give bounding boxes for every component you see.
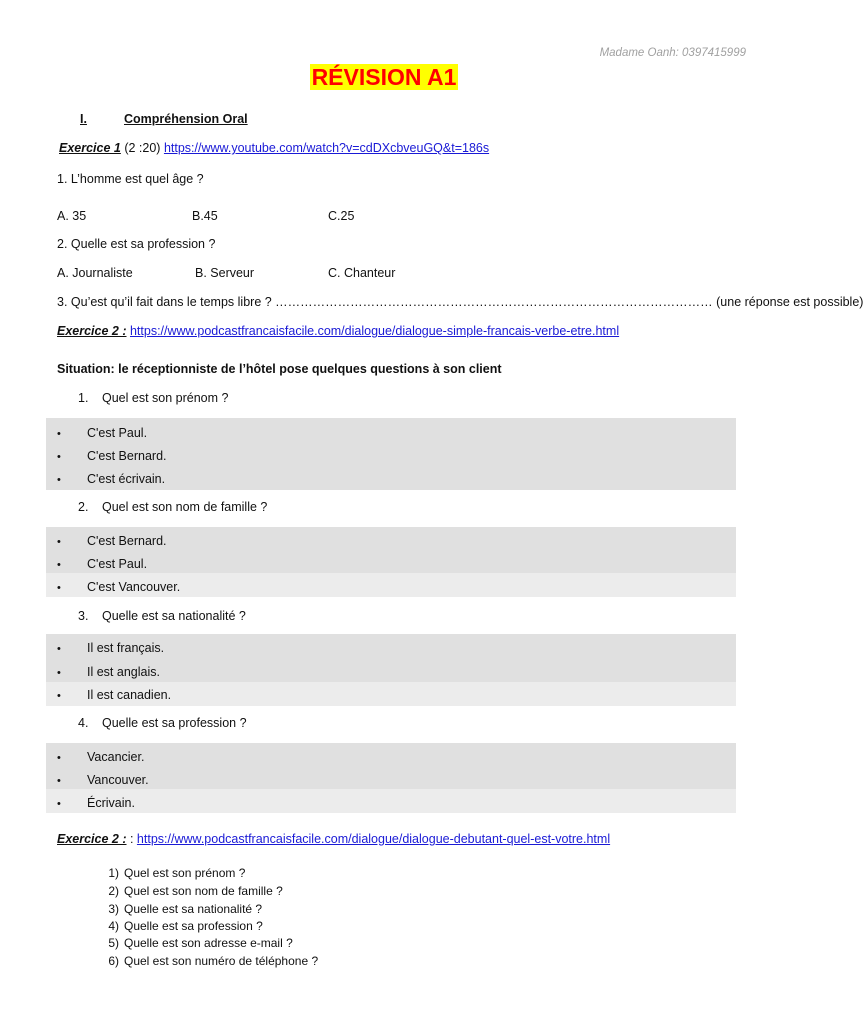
document-title	[0, 64, 768, 91]
question-free-time: 3. Qu’est qu’il fait dans le temps libre ? …………………………………………………………………………………………… (une réponse est possible)	[57, 295, 863, 309]
section-title: Compréhension Oral	[124, 112, 248, 126]
question-text: Quel est son prénom ?	[102, 391, 229, 405]
list-number: 1)	[108, 866, 119, 880]
bullet: •	[57, 690, 61, 702]
options-shade	[46, 789, 736, 813]
answer-option: Il est anglais.	[87, 665, 160, 679]
option-c: C. Chanteur	[328, 266, 396, 280]
title-text: RÉVISION A1	[311, 64, 457, 90]
option-b: B.45	[192, 209, 218, 223]
list-item: Quelle est sa nationalité ?	[124, 902, 263, 916]
question-number: 1.	[78, 391, 89, 405]
bullet: •	[57, 428, 61, 440]
bullet: •	[57, 451, 61, 463]
option-a: A. Journaliste	[57, 266, 133, 280]
answer-option: C'est Bernard.	[87, 449, 167, 463]
answer-option: C'est Paul.	[87, 557, 148, 571]
exercise3-line	[57, 832, 610, 846]
question-number: 3.	[78, 609, 89, 623]
question-age: 1. L’homme est quel âge ?	[57, 172, 204, 186]
exercise1-link[interactable]: https://www.youtube.com/watch?v=cdDXcbveuGQ&t=186s	[163, 141, 490, 155]
question-text: Quelle est sa profession ?	[102, 716, 247, 730]
section-number: I.	[80, 112, 87, 126]
answer-option: Vacancier.	[87, 750, 145, 764]
option-a: A. 35	[57, 209, 87, 223]
bullet: •	[57, 775, 61, 787]
question-profession: 2. Quelle est sa profession ?	[57, 237, 216, 251]
bullet: •	[57, 752, 61, 764]
bullet: •	[57, 643, 61, 655]
author-header: Madame Oanh: 0397415999	[599, 47, 746, 59]
situation-text: Situation: le réceptionniste de l’hôtel pose quelques questions à son client	[57, 362, 502, 376]
answer-option: C'est écrivain.	[87, 472, 166, 486]
options-shade	[46, 743, 736, 789]
answer-option: C'est Paul.	[87, 426, 148, 440]
list-number: 3)	[108, 902, 119, 916]
bullet: •	[57, 559, 61, 571]
list-item: Quelle est son adresse e-mail ?	[124, 936, 293, 950]
exercise3-label: Exercice 2 :	[57, 832, 127, 846]
bullet: •	[57, 536, 61, 548]
exercise3-separator: :	[126, 832, 137, 846]
list-number: 5)	[108, 936, 119, 950]
bullet: •	[57, 582, 61, 594]
bullet: •	[57, 474, 61, 486]
question-text: Quelle est sa nationalité ?	[102, 609, 246, 623]
list-number: 4)	[108, 919, 119, 933]
exercise2-line	[57, 324, 619, 338]
exercise1-label: Exercice 1	[59, 141, 121, 155]
answer-option: Écrivain.	[87, 796, 135, 810]
exercise1-line	[59, 141, 489, 155]
exercise2-label: Exercice 2 :	[57, 324, 127, 338]
answer-option: Vancouver.	[87, 773, 149, 787]
answer-option: Il est français.	[87, 641, 165, 655]
question-text: Quel est son nom de famille ?	[102, 500, 268, 514]
exercise1-duration: (2 :20)	[120, 141, 164, 155]
question-number: 2.	[78, 500, 89, 514]
question-number: 4.	[78, 716, 89, 730]
option-b: B. Serveur	[195, 266, 255, 280]
answer-option: C'est Vancouver.	[87, 580, 181, 594]
exercise2-link[interactable]: https://www.podcastfrancaisfacile.com/dialogue/dialogue-simple-francais-verbe-etre.html	[129, 324, 620, 338]
bullet: •	[57, 798, 61, 810]
answer-option: C'est Bernard.	[87, 534, 167, 548]
list-item: Quelle est sa profession ?	[124, 919, 263, 933]
list-item: Quel est son nom de famille ?	[124, 884, 283, 898]
list-item: Quel est son prénom ?	[124, 866, 246, 880]
list-number: 2)	[108, 884, 119, 898]
list-item: Quel est son numéro de téléphone ?	[124, 954, 319, 968]
answer-option: Il est canadien.	[87, 688, 172, 702]
exercise3-link[interactable]: https://www.podcastfrancaisfacile.com/dialogue/dialogue-debutant-quel-est-votre.html	[136, 832, 611, 846]
list-number: 6)	[108, 954, 119, 968]
option-c: C.25	[328, 209, 355, 223]
bullet: •	[57, 667, 61, 679]
